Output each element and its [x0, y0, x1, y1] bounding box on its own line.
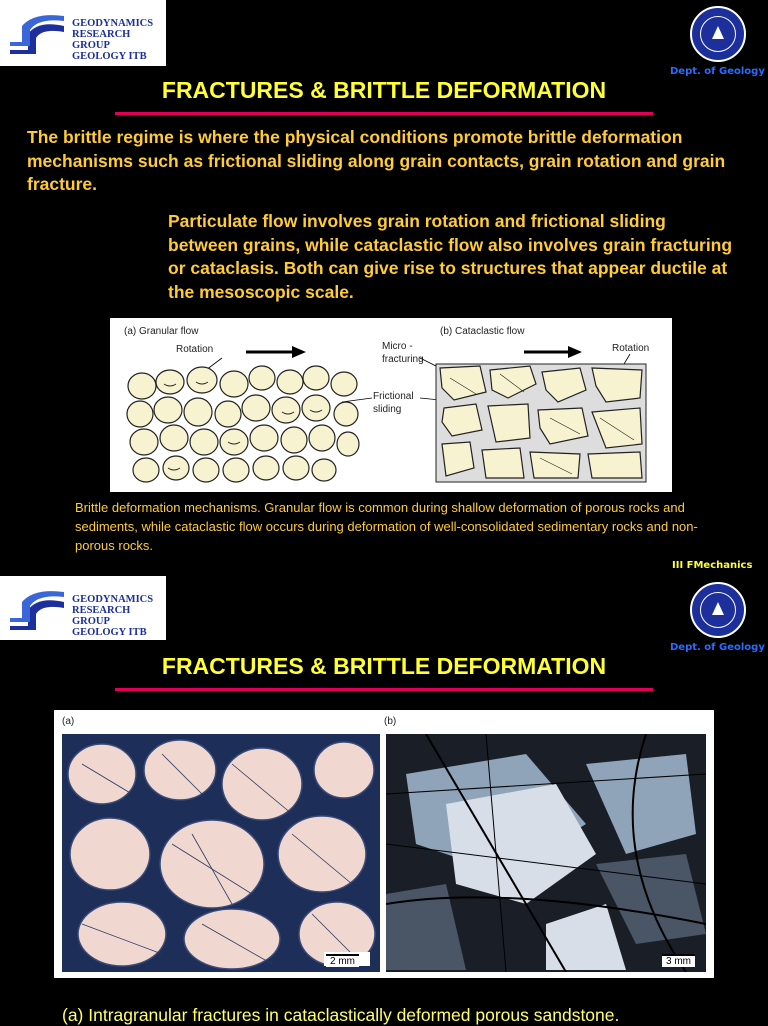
figure-photomicrographs — [54, 710, 714, 978]
slide-title: FRACTURES & BRITTLE DEFORMATION — [161, 77, 607, 103]
geodynamics-logo — [0, 0, 166, 66]
geodynamics-logo-2 — [0, 576, 166, 640]
figure-caption-2: (a) Intragranular fractures in cataclastically deformed porous sandstone. — [62, 1005, 620, 1025]
logo-line-1: GEODYNAMICS — [72, 594, 154, 605]
scale-bar-b: 3 mm — [662, 954, 695, 967]
itb-seal-icon — [690, 6, 746, 62]
footer-label: III FMechanics — [672, 560, 753, 571]
logo-line-3: GEOLOGY ITB — [72, 627, 147, 638]
photo-sandstone-a — [62, 734, 380, 972]
label-cataclastic-flow: (b) Cataclastic flow — [440, 326, 525, 337]
logo-line-2: RESEARCH GROUP — [72, 605, 131, 627]
paragraph-brittle-regime: The brittle regime is where the physical conditions promote brittle deformation mechanisms such as frictional sliding along grain contacts, grain rotation and grain fracture. — [27, 127, 726, 194]
logo-line-1: GEODYNAMICS — [72, 18, 154, 29]
dept-label-2: Dept. of Geology — [670, 642, 765, 653]
flow-diagram-graphic — [110, 318, 672, 492]
wave-logo-icon — [8, 12, 66, 54]
logo-line-3: GEOLOGY ITB — [72, 51, 147, 62]
label-rotation-b: Rotation — [612, 343, 650, 354]
label-panel-b: (b) — [384, 716, 397, 727]
slide-title-2: FRACTURES & BRITTLE DEFORMATION — [161, 653, 607, 679]
label-micro-fracturing: Micro - fracturing — [382, 341, 424, 365]
label-rotation-a: Rotation — [176, 344, 214, 355]
label-panel-a: (a) — [62, 716, 75, 727]
label-frictional-sliding: Frictional sliding — [373, 391, 414, 415]
title-underline — [115, 112, 653, 115]
label-granular-flow: (a) Granular flow — [124, 326, 199, 337]
logo-line-2: RESEARCH GROUP — [72, 29, 131, 51]
dept-label: Dept. of Geology — [670, 66, 765, 77]
figure-flow-diagram — [110, 318, 672, 492]
title-underline-2 — [115, 688, 653, 691]
figure-caption: Brittle deformation mechanisms. Granular flow is common during shallow deformation of porous rocks and sediments, while cataclastic flow occurs during deformation of well-consolidated sedimentary rocks and non-porous rocks. — [75, 500, 698, 553]
paragraph-particulate-flow: Particulate flow involves grain rotation and frictional sliding between grains, while cataclastic flow also involves grain fracturing or cataclasis. Both can give rise to structures that appear ductile at the mesoscopic scale. — [168, 211, 733, 302]
wave-logo-icon — [8, 588, 66, 630]
scale-bar-a: 2 mm — [326, 954, 359, 967]
itb-seal-icon-2 — [690, 582, 746, 638]
photo-crossed-polars-b — [386, 734, 706, 972]
